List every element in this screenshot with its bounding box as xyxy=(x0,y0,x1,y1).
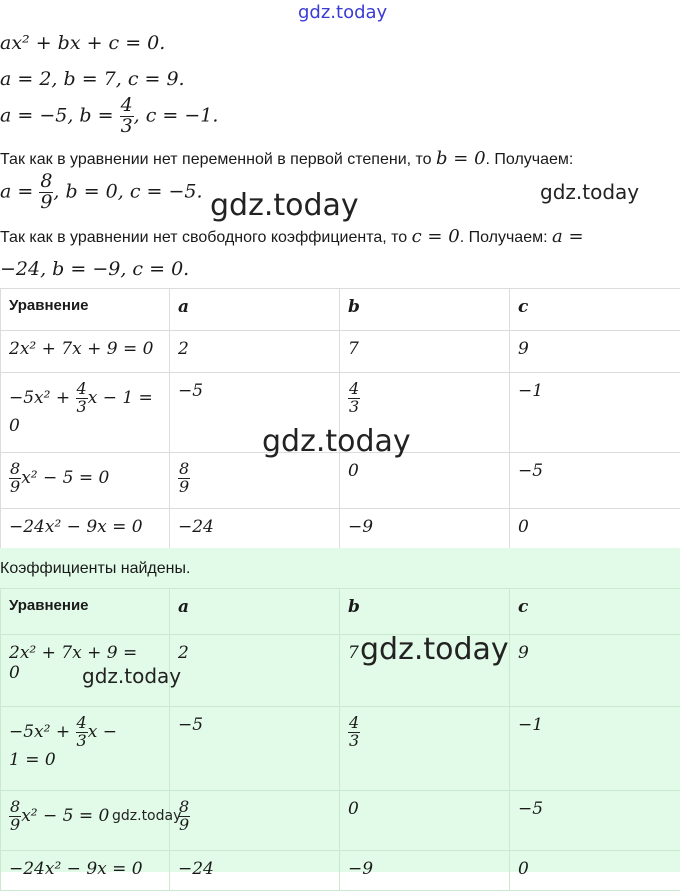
cell-b: 0 xyxy=(340,791,510,851)
cell-a: −5 xyxy=(170,707,340,791)
cell-b: $\frac{4}{3}$ xyxy=(340,373,510,453)
explanation-2: Так как в уравнении нет свободного коэффициента, то c = 0. Получаем: a = xyxy=(0,226,584,247)
cell-equation: −5x² + $\frac{4}{3}$ x − 1 = 0 xyxy=(1,373,170,453)
header-equation: Уравнение xyxy=(1,589,170,635)
coefficients-table xyxy=(0,288,680,549)
found-text: Коэффициенты найдены. xyxy=(0,560,190,578)
table-row xyxy=(1,851,680,891)
cell-a: −5 xyxy=(170,373,340,453)
header-a: a xyxy=(170,289,340,331)
cell-a: 2 xyxy=(170,331,340,373)
coefficients-3: a = $\frac{8}{9}$ , b = 0, c = −5. xyxy=(0,172,203,213)
explanation-1: Так как в уравнении нет переменной в первой степени, то b = 0. Получаем: xyxy=(0,148,573,169)
cell-b: 0 xyxy=(340,453,510,509)
watermark-top: gdz.today xyxy=(298,2,387,23)
table-row xyxy=(1,331,680,373)
cell-c: 0 xyxy=(510,509,680,549)
coefficients-1: a = 2, b = 7, c = 9. xyxy=(0,68,185,90)
watermark: gdz.today xyxy=(262,424,411,459)
cell-b: $\frac{4}{3}$ xyxy=(340,707,510,791)
cell-equation: −24x² − 9x = 0 xyxy=(1,851,170,891)
cell-c: −5 xyxy=(510,791,680,851)
cell-equation: 2x² + 7x + 9 = 0 xyxy=(1,331,170,373)
header-equation: Уравнение xyxy=(1,289,170,331)
cell-b: −9 xyxy=(340,509,510,549)
watermark: gdz.today xyxy=(82,664,181,688)
table-row xyxy=(1,707,680,791)
header-c: c xyxy=(510,589,680,635)
coefficients-4: −24, b = −9, c = 0. xyxy=(0,258,189,280)
equation-general: ax² + bx + c = 0. xyxy=(0,32,165,54)
table-row xyxy=(1,791,680,851)
cell-b: 7 xyxy=(340,331,510,373)
cell-c: −1 xyxy=(510,373,680,453)
cell-equation: $\frac{8}{9}$ x² − 5 = 0 xyxy=(1,453,170,509)
header-b: b xyxy=(340,289,510,331)
cell-a: −24 xyxy=(170,509,340,549)
watermark: gdz.today xyxy=(540,180,639,204)
cell-equation: $\frac{8}{9}$ x² − 5 = 0 xyxy=(1,791,170,851)
cell-equation: 2x² + 7x + 9 = 0 xyxy=(1,635,170,707)
cell-a: −24 xyxy=(170,851,340,891)
table-header-row xyxy=(1,289,680,331)
coefficients-2: a = −5, b = $\frac{4}{3}$ , c = −1. xyxy=(0,96,218,137)
cell-equation: −5x² + $\frac{4}{3}$ x − 1 = 0 xyxy=(1,707,170,791)
watermark: gdz.today xyxy=(112,808,181,824)
cell-c: 9 xyxy=(510,331,680,373)
cell-equation: −24x² − 9x = 0 xyxy=(1,509,170,549)
table-row xyxy=(1,453,680,509)
cell-c: −1 xyxy=(510,707,680,791)
header-b: b xyxy=(340,589,510,635)
cell-a: $\frac{8}{9}$ xyxy=(170,791,340,851)
result-table xyxy=(0,588,680,891)
cell-a: $\frac{8}{9}$ xyxy=(170,453,340,509)
table-header-row xyxy=(1,589,680,635)
cell-b: 7 xyxy=(340,635,510,707)
cell-b: −9 xyxy=(340,851,510,891)
cell-c: 0 xyxy=(510,851,680,891)
watermark: gdz.today xyxy=(360,632,509,667)
watermark: gdz.today xyxy=(210,188,359,223)
cell-c: −5 xyxy=(510,453,680,509)
table-row xyxy=(1,509,680,549)
header-a: a xyxy=(170,589,340,635)
result-section xyxy=(0,548,680,872)
header-c: c xyxy=(510,289,680,331)
cell-c: 9 xyxy=(510,635,680,707)
cell-a: 2 xyxy=(170,635,340,707)
